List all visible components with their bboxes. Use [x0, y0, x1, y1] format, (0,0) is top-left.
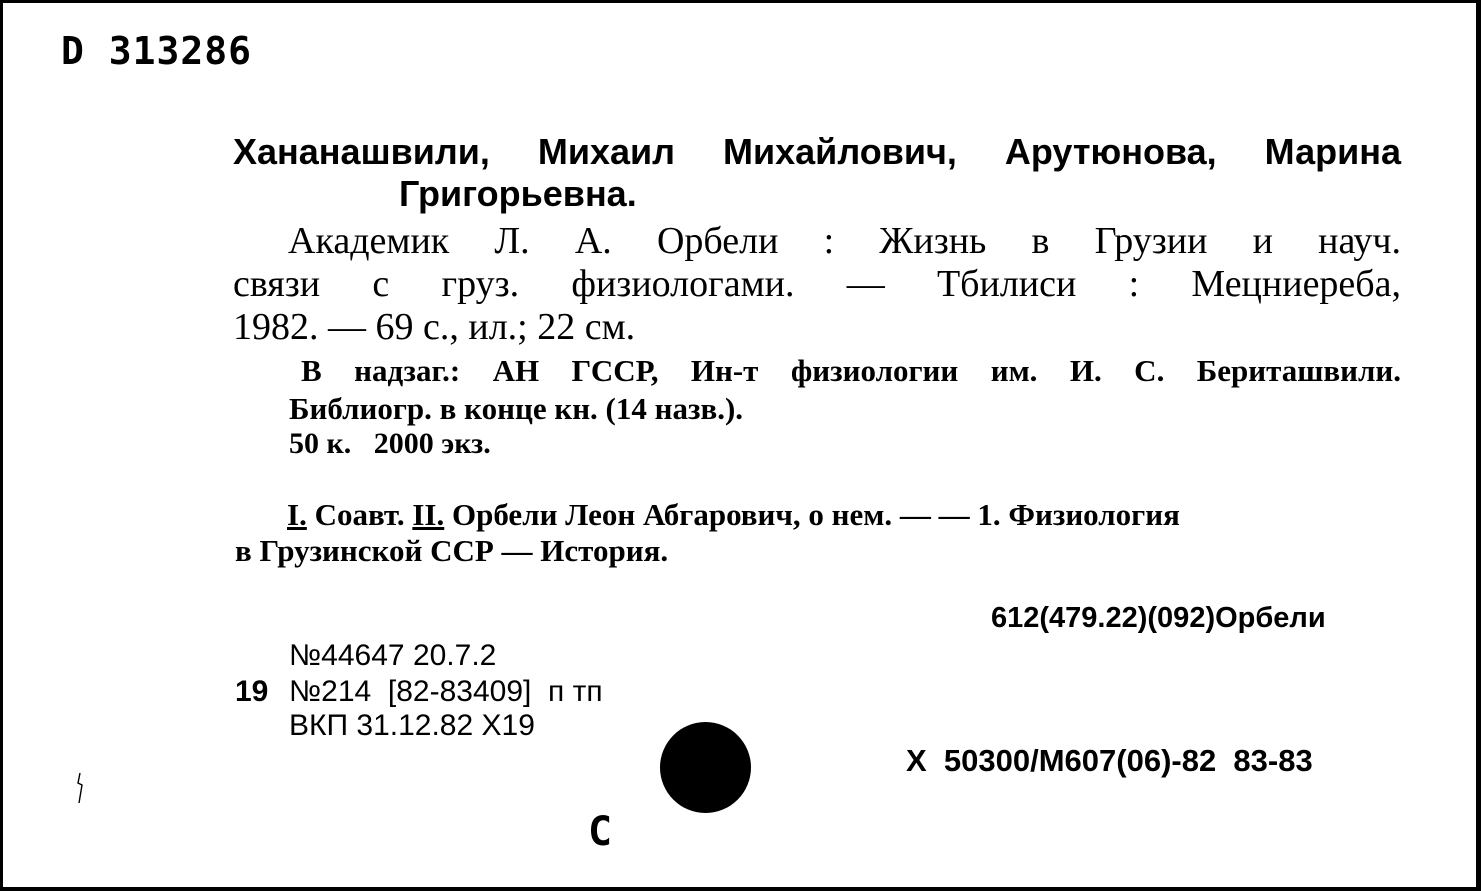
- pencil-mark: [75, 771, 85, 805]
- note-line-1: В надзаг.: АН ГССР, Ин-т физиологии им. И. С. Бериташвили.: [301, 353, 1401, 388]
- title-line-3: 1982. — 69 с., ил.; 22 см.: [233, 306, 636, 348]
- title-line-2: связи с груз. физиологами. — Тбилиси : Мецниереба,: [233, 263, 1401, 305]
- inventory-line-1: №44647 20.7.2: [289, 639, 497, 672]
- bottom-letter: С: [588, 809, 613, 855]
- call-number: D 313286: [61, 29, 253, 73]
- tracing-subject: Орбели Леон Абгарович, о нем. — — 1. Физиология: [451, 497, 1180, 532]
- tracing-roman-2: II.: [412, 497, 445, 532]
- inventory-line-2: №214 [82-83409] п тп: [289, 675, 603, 708]
- inventory-year-prefix: 19: [235, 675, 269, 708]
- note-line-3: 50 к. 2000 экз.: [289, 427, 491, 460]
- tracings-line-2: в Грузинской ССР — История.: [235, 533, 669, 568]
- note-line-2: Библиогр. в конце кн. (14 назв.).: [289, 391, 744, 426]
- tracing-coauthor: Соавт.: [314, 497, 405, 532]
- tracing-roman-1: I.: [287, 497, 307, 532]
- tracings-line-1: [287, 497, 1401, 533]
- authors-line-1: Хананашвили, Михаил Михайлович, Арутюнова, Марина: [233, 131, 1401, 172]
- punch-hole: [660, 722, 751, 813]
- authors-line-2: Григорьевна.: [399, 173, 637, 214]
- classification-code: 612(479.22)(092)Орбели: [991, 602, 1326, 634]
- price-code: Х 50300/М607(06)-82 83-83: [906, 743, 1313, 778]
- inventory-line-3: ВКП 31.12.82 Х19: [289, 709, 535, 742]
- title-line-1: Академик Л. А. Орбели : Жизнь в Грузии и науч.: [288, 220, 1401, 262]
